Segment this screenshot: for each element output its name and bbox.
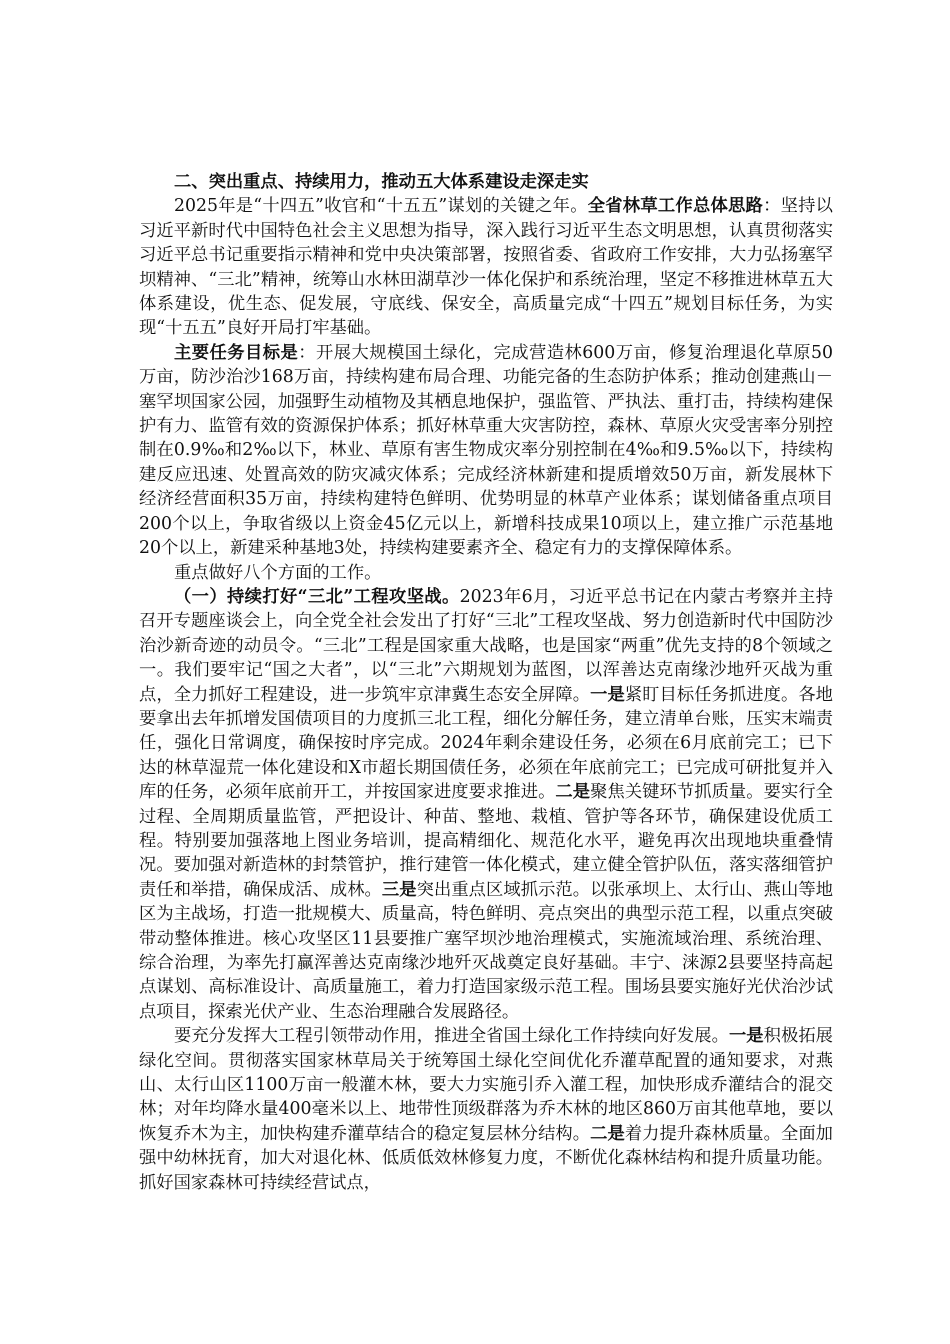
paragraph-overall-approach: [139, 194, 833, 340]
bold-text: 三是: [381, 879, 417, 900]
paragraph-greening: [139, 1024, 833, 1195]
bold-text: 一是: [590, 684, 625, 705]
document-body: [139, 170, 833, 1195]
text: 紧盯目标任务抓进度。各地要拿出去年抓增发国债项目的力度抓三北工程，细化分解任务，建立清单台账，压实末端责任，强化日常调度，确保按时序完成。2024年剩余建设任务，必须在6月底前完工；已下达的林草湿荒一体化建设和X市超长期国债任务，必须在年底前完工；已完成可研批复并入库的任务，必须年底前开工，并按国家进度要求推进。: [139, 684, 833, 803]
section-heading: 二、突出重点、持续用力，推动五大体系建设走深走实: [174, 172, 589, 192]
text: ：开展大规模国土绿化，完成营造林600万亩，修复治理退化草原50万亩，防沙治沙168万亩，持续构建布局合理、功能完备的生态防护体系；推动创建燕山－塞罕坝国家公园，加强野生动植物及其栖息地保护，强监管、严执法、重打击，持续构建保护有力、监管有效的资源保护体系；抓好林草重大灾害防控，森林、草原火灾受害率分别控制在0.9‰和2‰以下，林业、草原有害生物成灾率分别控制在4‰和9.5‰以下，持续构建反应迅速、处置高效的防灾减灾体系；完成经济林新建和提质增效50万亩，新发展林下经济经营面积35万亩，持续构建特色鲜明、优势明显的林草产业体系；谋划储备重点项目200个以上，争取省级以上资金45亿元以上，新增科技成果10项以上，建立推广示范基地20个以上，新建采种基地3处，持续构建要素齐全、稳定有力的支撑保障体系。: [139, 342, 833, 559]
bold-text: 主要任务目标是: [174, 342, 299, 363]
paragraph-sanbei-project: [139, 585, 833, 1024]
text: ：坚持以习近平新时代中国特色社会主义思想为指导，深入践行习近平生态文明思想，认真贯彻落实习近平总书记重要指示精神和党中央决策部署，按照省委、省政府工作安排，大力弘扬塞罕坝精神、“三北”精神，统筹山水林田湖草沙一体化保护和系统治理，坚定不移推进林草五大体系建设，优生态、促发展，守底线、保安全，高质量完成“十四五”规划目标任务，为实现“十五五”良好开局打牢基础。: [139, 196, 833, 339]
bold-text: 二是: [590, 1123, 625, 1144]
paragraph-eight-tasks: 重点做好八个方面的工作。: [174, 562, 382, 583]
text: 要充分发挥大工程引领带动作用，推进全省国土绿化工作持续向好发展。: [174, 1026, 729, 1047]
bold-text: 全省林草工作总体思路: [587, 196, 764, 217]
text: 聚焦关键环节抓质量。要实行全过程、全周期质量监管，严把设计、种苗、整地、栽植、管护等各环节，确保建设优质工程。特别要加强落地上图业务培训，提高精细化、规范化水平，避免再次出现地块重叠情况。要加强对新造林的封禁管护，推行建管一体化模式，建立健全管护队伍，落实落细管护责任和举措，确保成活、成林。: [139, 782, 833, 900]
text: 着力提升森林质量。全面加强中幼林抚育，加大对退化林、低质低效林修复力度，不断优化森林结构和提升质量功能。抓好国家森林可持续经营试点，: [139, 1123, 833, 1193]
text: 2025年是“十四五”收官和“十五五”谋划的关键之年。: [174, 196, 588, 217]
text: 2023年6月，习近平总书记在内蒙古考察并主持召开专题座谈会上，向全党全社会发出了打好“三北”工程攻坚战、努力创造新时代中国防沙治沙新奇迹的动员令。“三北”工程是国家重大战略，也是国家“两重”优先支持的8个领域之一。我们要牢记“国之大者”，以“三北”六期规划为蓝图，以浑善达克南缘沙地歼灭战为重点，全力抓好工程建设，进一步筑牢京津冀生态安全屏障。: [139, 586, 833, 705]
text: 突出重点区域抓示范。以张承坝上、太行山、燕山等地区为主战场，打造一批规模大、质量高，特色鲜明、亮点突出的典型示范工程，以重点突破带动整体推进。核心攻坚区11县要推广塞罕坝沙地治理模式，实施流域治理、系统治理、综合治理，为率先打赢浑善达克南缘沙地歼灭战奠定良好基础。丰宁、涞源2县要坚持高起点谋划、高标准设计、高质量施工，着力打造国家级示范工程。围场县要实施好光伏治沙试点项目，探索光伏产业、生态治理融合发展路径。: [139, 879, 833, 1022]
bold-text: 一是: [728, 1026, 764, 1047]
bold-text: （一）持续打好“三北”工程攻坚战。: [174, 586, 460, 607]
paragraph-main-targets: [139, 341, 833, 561]
bold-text: 二是: [555, 782, 591, 803]
text: 积极拓展绿化空间。贯彻落实国家林草局关于统筹国土绿化空间优化乔灌草配置的通知要求，对燕山、太行山区1100万亩一般灌木林，要大力实施引乔入灌工程，加快形成乔灌结合的混交林；对年均降水量400毫米以上、地带性顶级群落为乔木林的地区860万亩其他草地，要以恢复乔木为主，加快构建乔灌草结合的稳定复层林分结构。: [139, 1026, 833, 1144]
